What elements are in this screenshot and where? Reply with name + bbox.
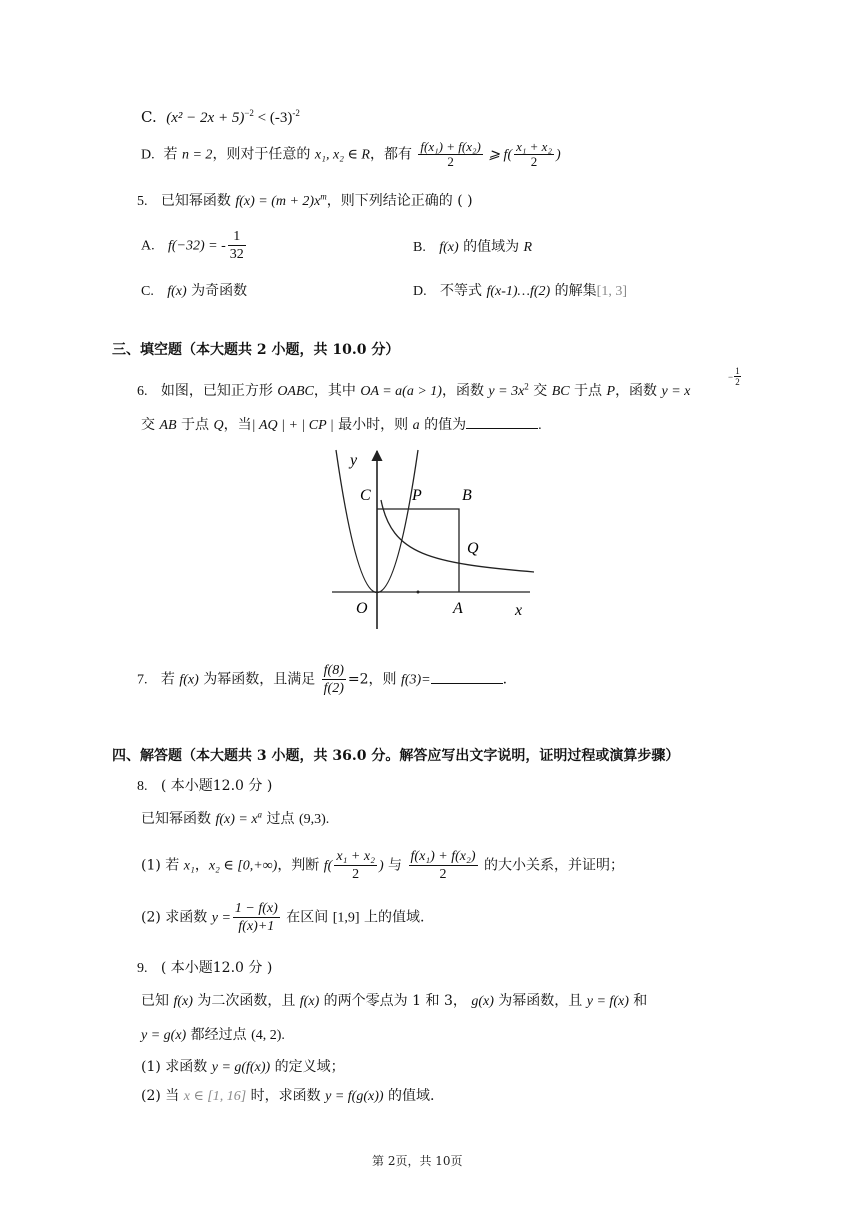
numerator: f(x₁) + f(x₂) (420, 139, 481, 154)
text: 在区间 (281, 909, 333, 926)
q8-stem (141, 808, 329, 828)
q8-part-1 (141, 848, 624, 883)
denominator: 2 (439, 867, 447, 882)
text: 和 (628, 993, 648, 1009)
math-expression: [1,9] (332, 910, 360, 926)
text: (2) 当 (141, 1088, 184, 1104)
text: . (502, 671, 508, 688)
numerator: f(x₁) + f(x₂) (410, 849, 476, 864)
denominator: f(2) (323, 681, 344, 696)
numerator: 1 − f(x) (234, 901, 278, 916)
option-label: B. (413, 240, 426, 255)
text: 如图，已知正方形 (160, 383, 278, 399)
math-expression: (4, 2). (251, 1028, 285, 1043)
q4-option-c (141, 108, 300, 127)
text: ，函数 (615, 383, 662, 399)
label-p: P (412, 487, 422, 504)
option-label: C. (141, 108, 157, 126)
q9-part-2 (141, 1085, 434, 1105)
label-y: y (350, 452, 358, 469)
text: 已知 (141, 993, 174, 1009)
option-label: D. (413, 284, 427, 299)
label-x: x (515, 602, 523, 619)
text: 的值域为 (458, 239, 524, 255)
section-3-heading: 三、填空题（本大题共 2 小题，共 10.0 分） (112, 342, 400, 358)
text: 最小时，则 (333, 417, 413, 433)
math-expression: < (-3) (253, 110, 293, 126)
text: 若 (163, 146, 182, 163)
q9-part-1 (141, 1056, 345, 1076)
math-expression: R (523, 240, 533, 255)
text: ， (194, 857, 209, 874)
numerator: 1 (735, 366, 740, 376)
math-expression: ⩾ f( (484, 147, 513, 163)
text: 时，求函数 (246, 1088, 326, 1104)
math-expression: y = f(g(x)) (325, 1089, 384, 1104)
text: 的解集 (550, 283, 597, 299)
math-expression: f(x) = (m + 2)x (235, 194, 321, 209)
math-expression: f(x-1)…f(2) (486, 284, 551, 299)
minus-sign: − (728, 372, 734, 382)
q5-stem (137, 190, 473, 210)
option-label: A. (141, 238, 155, 254)
exponent: m (320, 191, 327, 202)
fraction (418, 140, 482, 169)
text: (1) 若 (141, 857, 184, 874)
tick-mark (417, 591, 420, 594)
q5-option-b (413, 236, 532, 256)
numerator: x₁ + x₂ (336, 849, 375, 864)
text: . (538, 418, 542, 433)
fraction (514, 140, 554, 169)
exponent: −2 (244, 108, 254, 118)
text: 上的值域. (359, 909, 425, 926)
math-expression: | AQ | + | CP | (251, 418, 334, 433)
math-expression: f(x) (439, 240, 459, 255)
text: 于点 (176, 417, 214, 433)
text: ( 本小题12.0 分 ) (160, 778, 273, 794)
numerator: 1 (228, 228, 246, 246)
math-expression: x ∈ [1, 16] (183, 1089, 247, 1104)
math-expression: y = g(x) (141, 1028, 187, 1043)
q6-line-1 (137, 380, 690, 400)
fraction (322, 662, 346, 697)
math-expression: OABC (277, 384, 314, 399)
text: 为幂函数，且满足 (198, 671, 320, 688)
text: 已知幂函数 (160, 193, 236, 209)
text: 的定义域； (270, 1059, 345, 1075)
text: 都经过点 (186, 1027, 252, 1043)
math-expression: ) (378, 858, 384, 874)
answer-blank (431, 671, 503, 684)
label-q: Q (467, 540, 479, 557)
text: ( 本小题12.0 分 ) (160, 960, 273, 976)
text: ，都有 (369, 146, 412, 163)
math-expression: y = (211, 910, 231, 926)
text: 与 (383, 857, 407, 874)
text: =2，则 (347, 671, 401, 688)
q4-option-d (141, 140, 561, 169)
text: 的大小关系，并证明； (479, 857, 625, 874)
math-expression: x₁, x₂ ∈ R (314, 147, 370, 163)
question-number: 9. (137, 961, 148, 976)
text: ，当 (223, 417, 252, 433)
denominator: 32 (229, 247, 244, 262)
q6-exponent (728, 366, 741, 387)
text: 交 (528, 383, 552, 399)
q8-header (137, 775, 272, 795)
q9-line-2 (141, 1024, 285, 1044)
math-expression: y = f(x) (586, 994, 629, 1009)
section-4-heading: 四、解答题（本大题共 3 小题，共 36.0 分。解答应写出文字说明，证明过程或演算步骤） (112, 748, 680, 764)
math-expression: y = 3x (488, 384, 525, 399)
math-expression: a (412, 418, 420, 433)
text: ，判断 (277, 857, 324, 874)
option-label: D. (141, 147, 155, 163)
math-expression: y = g(f(x)) (211, 1060, 271, 1075)
math-expression: (9,3). (298, 812, 330, 827)
label-b: B (462, 487, 472, 504)
math-expression: x₁ (183, 858, 195, 874)
text: 的值域. (383, 1088, 435, 1104)
question-number: 6. (137, 384, 148, 399)
math-expression: (x² − 2x + 5) (166, 110, 245, 126)
q9-line-1 (141, 990, 647, 1010)
label-o: O (356, 600, 368, 617)
text: 的两个零点为 1 和 3， (319, 993, 472, 1009)
math-expression: f(x) (167, 284, 187, 299)
math-expression: AB (159, 418, 177, 433)
denominator: f(x)+1 (238, 919, 275, 934)
text: 过点 (262, 811, 299, 827)
text: (1) 求函数 (141, 1059, 212, 1075)
math-expression: f(x) (173, 994, 193, 1009)
text: ，函数 (441, 383, 489, 399)
q6-line-2 (141, 414, 542, 434)
math-expression: P (606, 384, 616, 399)
text: 若 (160, 671, 180, 688)
q5-option-d (413, 280, 627, 300)
denominator: 2 (447, 154, 454, 169)
q6-figure (320, 445, 540, 635)
q9-header (137, 957, 272, 977)
math-expression: x₂ ∈ [0,+∞) (208, 858, 278, 874)
math-expression: f(3)= (400, 672, 431, 688)
math-expression: f(x) (299, 994, 320, 1009)
text: ，则对于任意的 (212, 146, 315, 163)
text: 为幂函数，且 (493, 993, 587, 1009)
q5-option-c (141, 280, 247, 300)
numerator: x₁ + x₂ (516, 139, 552, 154)
power-curve (381, 500, 534, 572)
question-number: 7. (137, 672, 148, 688)
q7-stem (137, 662, 507, 697)
numerator: f(8) (323, 663, 344, 678)
exponent: a (257, 809, 263, 820)
label-a: A (453, 600, 463, 617)
math-expression: y = x (661, 384, 691, 399)
fraction (228, 228, 246, 263)
math-expression: Q (213, 418, 224, 433)
math-expression: f(x) = x (215, 812, 258, 827)
label-c: C (360, 487, 371, 504)
page-footer: 第 2页，共 10页 (372, 1154, 463, 1168)
fraction (233, 900, 280, 935)
math-expression: g(x) (471, 994, 494, 1009)
fraction (409, 848, 478, 883)
answer-blank (466, 416, 538, 429)
exponent: 2 (524, 381, 529, 392)
option-label: C. (141, 284, 154, 299)
text: 于点 (569, 383, 607, 399)
math-expression: f(−32) = - (167, 238, 226, 254)
interval: [1, 3] (596, 284, 627, 299)
question-number: 5. (137, 194, 148, 209)
question-number: 8. (137, 779, 148, 794)
denominator: 2 (530, 154, 538, 169)
denominator: 2 (735, 377, 740, 387)
math-expression: OA = a(a > 1) (360, 384, 442, 399)
math-expression: f(x) (179, 672, 199, 688)
math-expression: ) (555, 147, 561, 163)
text: 不等式 (439, 283, 487, 299)
text: 为奇函数 (186, 283, 248, 299)
fraction (334, 848, 377, 883)
text: 已知幂函数 (141, 811, 216, 827)
q5-option-a (141, 228, 248, 263)
q8-part-2 (141, 900, 424, 935)
denominator: 2 (352, 867, 360, 882)
math-expression: f( (323, 858, 333, 874)
text: ，其中 (313, 383, 361, 399)
text: 为二次函数，且 (192, 993, 300, 1009)
exponent: -2 (292, 108, 300, 118)
math-expression: BC (551, 384, 570, 399)
text: ，则下列结论正确的 ( ) (326, 193, 473, 209)
text: 交 (141, 417, 160, 433)
math-expression: n = 2 (181, 147, 213, 163)
text: 的值为 (419, 417, 467, 433)
text: (2) 求函数 (141, 909, 212, 926)
